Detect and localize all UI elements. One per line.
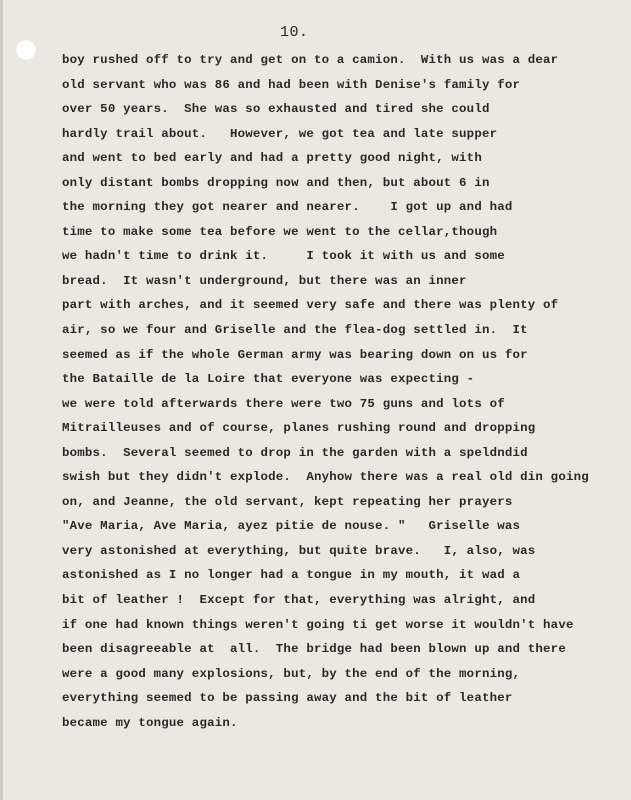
- text-line: air, so we four and Griselle and the flea-dog settled in. It: [62, 323, 528, 338]
- text-line: the morning they got nearer and nearer. I got up and had: [62, 200, 513, 215]
- page-edge: [0, 0, 3, 800]
- text-line: bread. It wasn't underground, but there was an inner: [62, 273, 467, 288]
- text-line: were a good many explosions, but, by the end of the morning,: [62, 666, 521, 681]
- text-line: on, and Jeanne, the old servant, kept repeating her prayers: [62, 494, 513, 509]
- text-line: only distant bombs dropping now and then, but about 6 in: [62, 175, 490, 190]
- text-line: swish but they didn't explode. Anyhow there was a real old din going: [62, 470, 589, 485]
- text-line: boy rushed off to try and get on to a camion. With us was a dear: [62, 53, 559, 67]
- text-line: bombs. Several seemed to drop in the garden with a speldndid: [62, 445, 528, 460]
- text-line: over 50 years. She was so exhausted and tired she could: [62, 102, 490, 117]
- text-line: bit of leather ! Except for that, everything was alright, and: [62, 593, 536, 608]
- text-line: became my tongue again.: [62, 715, 238, 730]
- typed-body-text: [62, 48, 627, 735]
- punch-hole: [16, 40, 36, 60]
- text-line: "Ave Maria, Ave Maria, ayez pitie de nouse. " Griselle was: [62, 519, 521, 534]
- text-line: time to make some tea before we went to the cellar,though: [62, 224, 498, 239]
- text-line: astonished as I no longer had a tongue in my mouth, it wad a: [62, 568, 521, 583]
- text-line: we were told afterwards there were two 75 guns and lots of: [62, 396, 505, 411]
- text-line: seemed as if the whole German army was bearing down on us for: [62, 347, 528, 362]
- text-line: and went to bed early and had a pretty good night, with: [62, 151, 482, 166]
- text-line: everything seemed to be passing away and the bit of leather: [62, 691, 513, 706]
- text-line: part with arches, and it seemed very safe and there was plenty of: [62, 298, 559, 313]
- text-line: Mitrailleuses and of course, planes rushing round and dropping: [62, 421, 536, 436]
- text-line: very astonished at everything, but quite brave. I, also, was: [62, 543, 536, 558]
- page-number: 10.: [280, 24, 309, 41]
- text-line: old servant who was 86 and had been with Denise's family for: [62, 77, 521, 92]
- text-line: we hadn't time to drink it. I took it with us and some: [62, 249, 505, 264]
- text-line: been disagreeable at all. The bridge had been blown up and there: [62, 642, 566, 657]
- text-line: the Bataille de la Loire that everyone was expecting -: [62, 372, 475, 387]
- text-line: if one had known things weren't going ti get worse it wouldn't have: [62, 617, 574, 632]
- text-line: hardly trail about. However, we got tea and late supper: [62, 126, 498, 141]
